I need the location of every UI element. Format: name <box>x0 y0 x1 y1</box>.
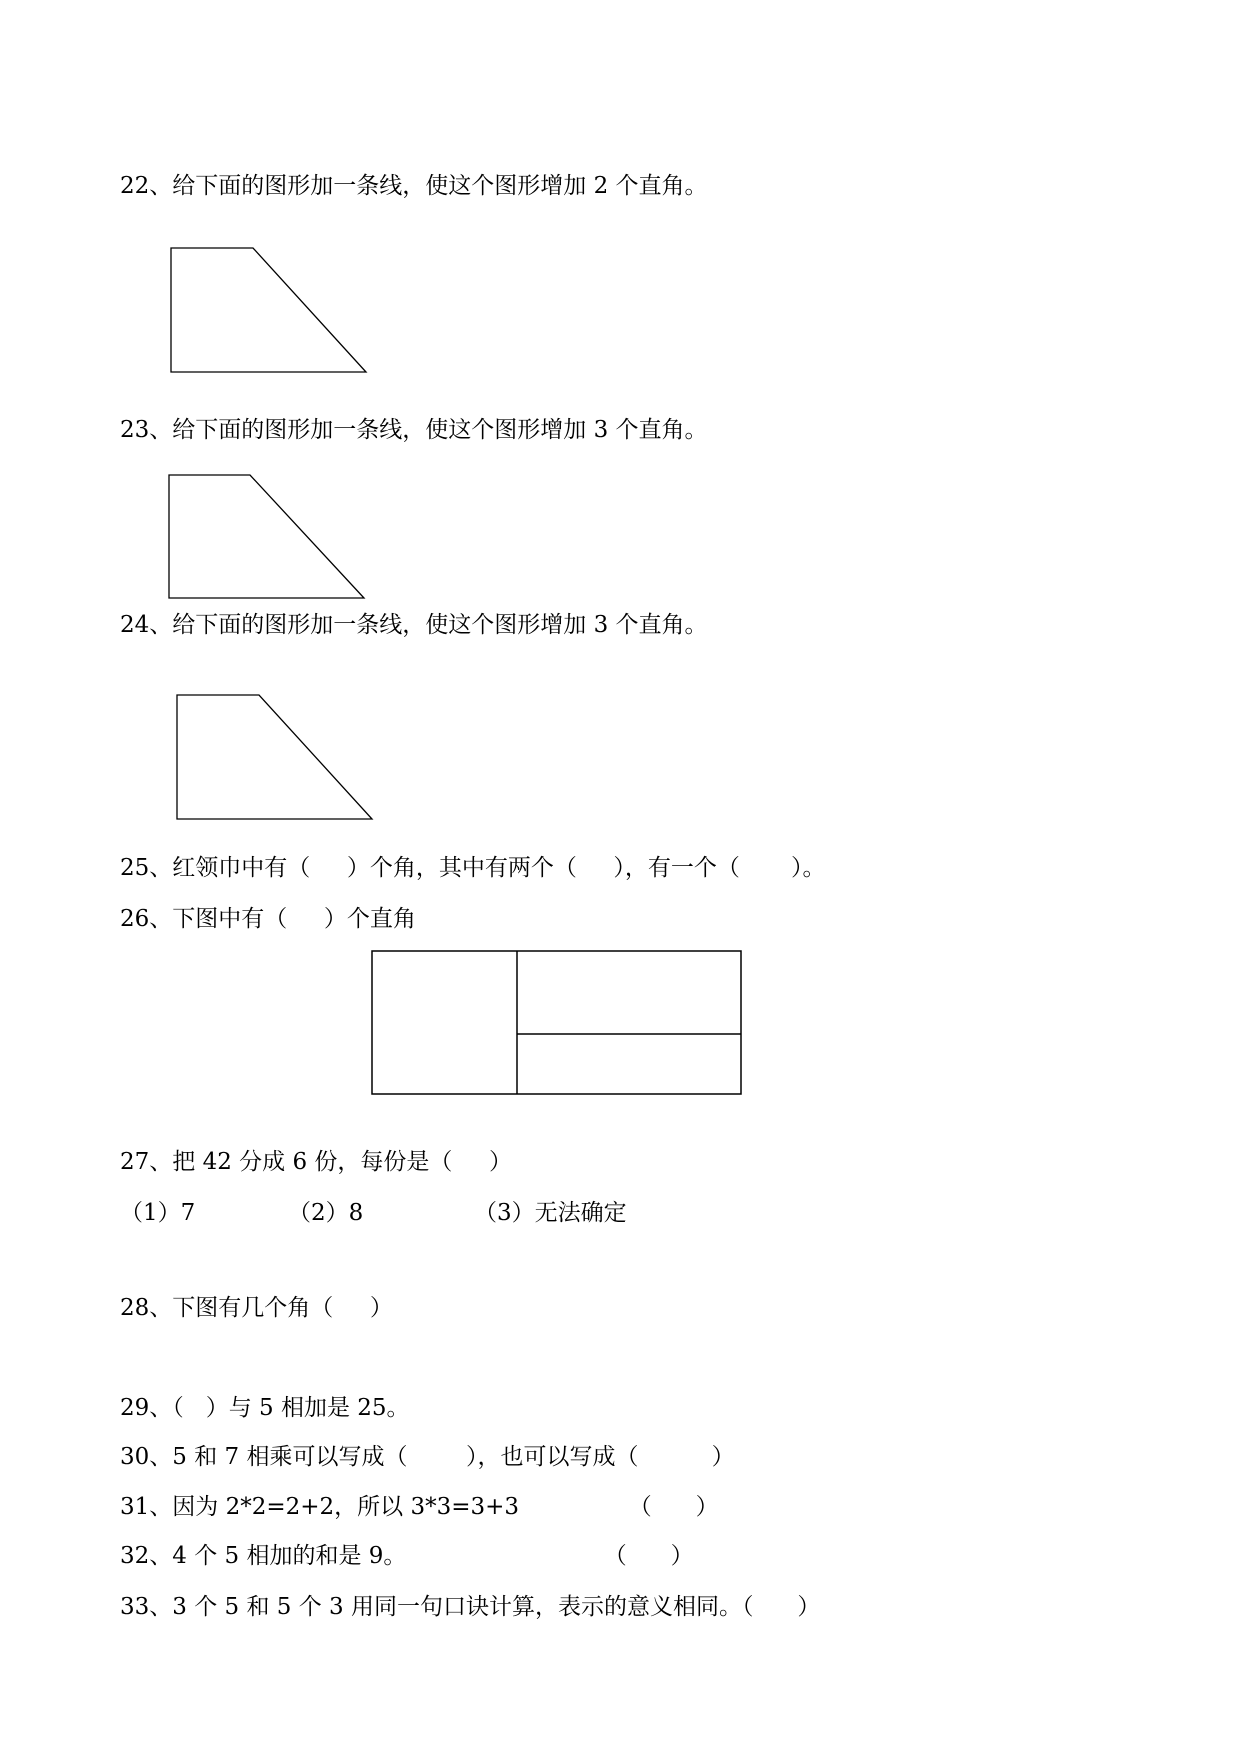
question-32: 32、4 个 5 相加的和是 9。 （ ） <box>120 1543 694 1569</box>
question-25: 25、红领巾中有（ ）个角，其中有两个（ ），有一个（ ）。 <box>120 855 826 881</box>
question-22: 22、给下面的图形加一条线，使这个图形增加 2 个直角。 <box>120 173 708 199</box>
question-26: 26、下图中有（ ）个直角 <box>120 906 416 932</box>
trapezoid-figure-24 <box>177 695 372 819</box>
question-27: 27、把 42 分成 6 份，每份是（ ） <box>120 1149 512 1175</box>
question-24: 24、给下面的图形加一条线，使这个图形增加 3 个直角。 <box>120 612 708 638</box>
question-30: 30、5 和 7 相乘可以写成（ ），也可以写成（ ） <box>120 1444 735 1470</box>
question-33: 33、3 个 5 和 5 个 3 用同一句口诀计算，表示的意义相同。（ ） <box>120 1594 821 1620</box>
question-28: 28、下图有几个角（ ） <box>120 1295 393 1321</box>
trapezoid-figure-23 <box>169 475 364 598</box>
rectangle-figure-26 <box>372 951 741 1094</box>
option-3: （3）无法确定 <box>474 1200 627 1226</box>
question-29: 29、（ ）与 5 相加是 25。 <box>120 1395 410 1421</box>
question-23: 23、给下面的图形加一条线，使这个图形增加 3 个直角。 <box>120 417 708 443</box>
option-2: （2）8 <box>288 1200 364 1226</box>
trapezoid-figure-22 <box>171 248 366 372</box>
option-1: （1）7 <box>120 1200 196 1226</box>
question-31: 31、因为 2*2=2+2，所以 3*3=3+3 （ ） <box>120 1494 719 1520</box>
